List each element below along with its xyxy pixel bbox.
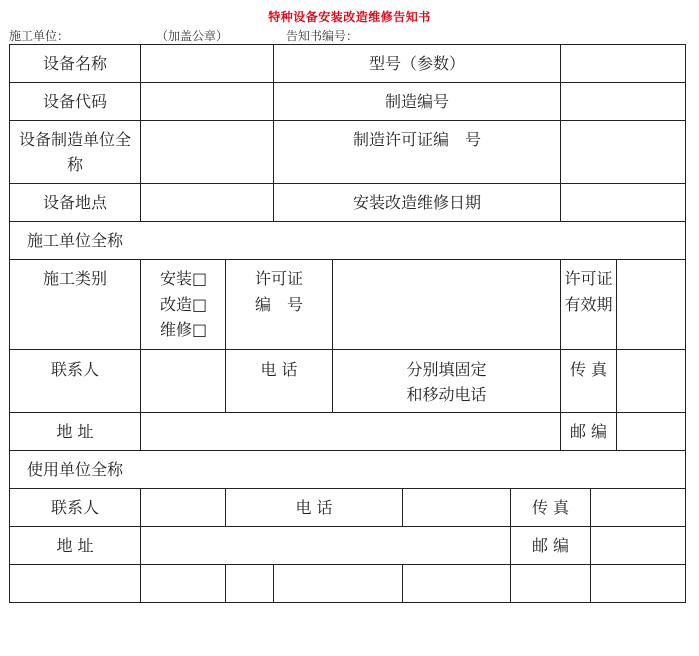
construction-unit-label: 施工单位： xyxy=(9,29,70,43)
construction-unit-full-field[interactable] xyxy=(141,222,685,259)
option-repair-checkbox[interactable]: 维修□ xyxy=(160,320,208,339)
phone-label: 电 话 xyxy=(260,360,298,379)
license-number-label-line2: 编 号 xyxy=(254,295,303,314)
model-field[interactable] xyxy=(561,45,685,82)
construction-type-label: 施工类别 xyxy=(42,269,107,288)
user-unit-full-field[interactable] xyxy=(141,451,685,488)
blank-cell-5[interactable] xyxy=(403,565,510,602)
license-validity-label-line2: 有效期 xyxy=(564,295,613,314)
phone-note-line2[interactable]: 和移动电话 xyxy=(406,385,487,404)
user-address-label: 地 址 xyxy=(56,536,94,555)
blank-cell-6[interactable] xyxy=(511,565,590,602)
user-address-field[interactable] xyxy=(141,527,510,564)
blank-cell-3[interactable] xyxy=(226,565,273,602)
option-install-checkbox[interactable]: 安装□ xyxy=(160,269,208,288)
user-postcode-label: 邮 编 xyxy=(531,536,570,555)
user-phone-label: 电 话 xyxy=(295,498,333,517)
equipment-location-label: 设备地点 xyxy=(42,193,107,212)
contact-person-label: 联系人 xyxy=(50,360,99,379)
license-validity-label-line1: 许可证 xyxy=(564,269,613,288)
user-postcode-field[interactable] xyxy=(591,527,685,564)
manufacturer-field[interactable] xyxy=(141,121,273,183)
fax-label: 传 真 xyxy=(569,360,608,379)
license-number-field[interactable] xyxy=(333,260,560,349)
equipment-code-label: 设备代码 xyxy=(42,92,107,111)
option-modify-checkbox[interactable]: 改造□ xyxy=(160,295,208,314)
phone-note-line1[interactable]: 分别填固定 xyxy=(406,360,487,379)
address-field[interactable] xyxy=(141,413,560,450)
equipment-name-label: 设备名称 xyxy=(42,54,107,73)
manufacture-number-field[interactable] xyxy=(561,83,685,120)
address-label: 地 址 xyxy=(56,422,94,441)
equipment-location-field[interactable] xyxy=(141,184,273,221)
manufacturer-label-line2: 称 xyxy=(66,155,83,174)
user-phone-field[interactable] xyxy=(403,489,510,526)
contact-person-field[interactable] xyxy=(141,350,225,412)
license-number-label-line1: 许可证 xyxy=(254,269,303,288)
seal-note: （加盖公章） xyxy=(156,29,229,43)
license-validity-field[interactable] xyxy=(617,260,685,349)
install-date-field[interactable] xyxy=(561,184,685,221)
postcode-label: 邮 编 xyxy=(569,422,608,441)
blank-cell-7[interactable] xyxy=(591,565,685,602)
equipment-name-field[interactable] xyxy=(141,45,273,82)
blank-cell-1[interactable] xyxy=(10,565,140,602)
model-label: 型号（参数） xyxy=(368,54,465,73)
user-unit-full-label: 使用单位全称 xyxy=(26,460,123,479)
user-fax-field[interactable] xyxy=(591,489,685,526)
user-contact-person-field[interactable] xyxy=(141,489,225,526)
blank-cell-4[interactable] xyxy=(274,565,402,602)
equipment-code-field[interactable] xyxy=(141,83,273,120)
manufacturing-license-field[interactable] xyxy=(561,121,685,183)
form-title: 特种设备安装改造维修告知书 xyxy=(268,10,431,24)
manufacture-number-label: 制造编号 xyxy=(384,92,449,111)
user-fax-label: 传 真 xyxy=(531,498,570,517)
fax-field[interactable] xyxy=(617,350,685,412)
notice-number-label: 告知书编号： xyxy=(286,29,359,43)
manufacturer-label-line1: 设备制造单位全 xyxy=(18,130,131,149)
user-contact-person-label: 联系人 xyxy=(50,498,99,517)
postcode-field[interactable] xyxy=(617,413,685,450)
construction-unit-full-label: 施工单位全称 xyxy=(26,231,123,250)
install-date-label: 安装改造维修日期 xyxy=(352,193,481,212)
manufacturing-license-label: 制造许可证编 号 xyxy=(352,130,481,149)
blank-cell-2[interactable] xyxy=(141,565,225,602)
